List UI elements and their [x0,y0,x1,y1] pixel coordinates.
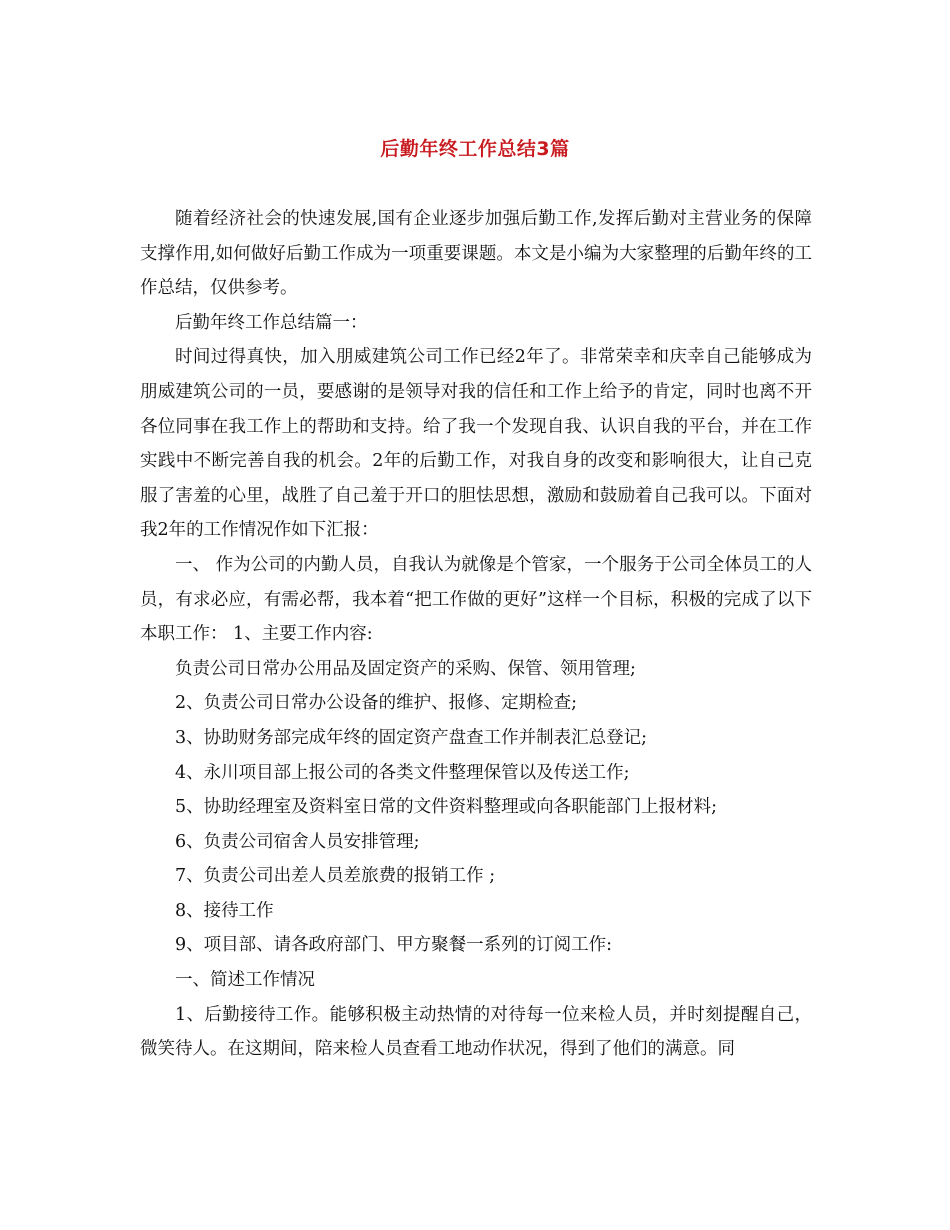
document-title: 后勤年终工作总结3篇 [380,138,570,160]
list-item: 4、永川项目部上报公司的各类文件整理保管以及传送工作; [175,762,630,783]
list-item: 负责公司日常办公用品及固定资产的采购、保管、领用管理; [175,658,636,679]
paragraph: 1、后勤接待工作。能够积极主动热情的对待每一位来检人员，并时刻提醒自己，微笑待人。在这期间，陪来检人员查看工地动作状况，得到了他们的满意。同 [140,1004,812,1060]
paragraph: 后勤年终工作总结篇一： [175,312,368,333]
list-item: 5、协助经理室及资料室日常的文件资料整理或向各职能部门上报材料; [175,797,718,818]
list-item: 9、项目部、请各政府部门、甲方聚餐一系列的订阅工作: [175,935,613,956]
document-body [140,202,812,1067]
list-item: 8、接待工作 [175,900,274,921]
list-item: 3、协助财务部完成年终的固定资产盘查工作并制表汇总登记; [175,727,648,748]
section-heading: 一、简述工作情况 [175,970,315,991]
list-item: 6、负责公司宿舍人员安排管理; [175,831,420,852]
list-item: 2、负责公司日常办公设备的维护、报修、定期检查; [175,693,578,714]
list-item: 7、负责公司出差人员差旅费的报销工作 ; [175,866,496,887]
paragraph: 随着经济社会的快速发展,国有企业逐步加强后勤工作,发挥后勤对主营业务的保障支撑作用,如何做好后勤工作成为一项重要课题。本文是小编为大家整理的后勤年终的工作总结，仅供参考。 [140,209,812,299]
paragraph: 时间过得真快，加入朋威建筑公司工作已经2年了。非常荣幸和庆幸自己能够成为朋威建筑公司的一员，要感谢的是领导对我的信任和工作上给予的肯定，同时也离不开各位同事在我工作上的帮助和支持。给了我一个发现自我、认识自我的平台，并在工作实践中不断完善自我的机会。2年的后勤工作，对我自身的改变和影响很大，让自己克服了害羞的心里，战胜了自己羞于开口的胆怯思想，激励和鼓励着自己我可以。下面对我2年的工作情况作如下汇报： [140,347,812,541]
paragraph: 一、 作为公司的内勤人员，自我认为就像是个管家，一个服务于公司全体员工的人员，有求必应，有需必帮，我本着“把工作做的更好”这样一个目标，积极的完成了以下本职工作： 1、主要工作内容: [140,554,812,645]
